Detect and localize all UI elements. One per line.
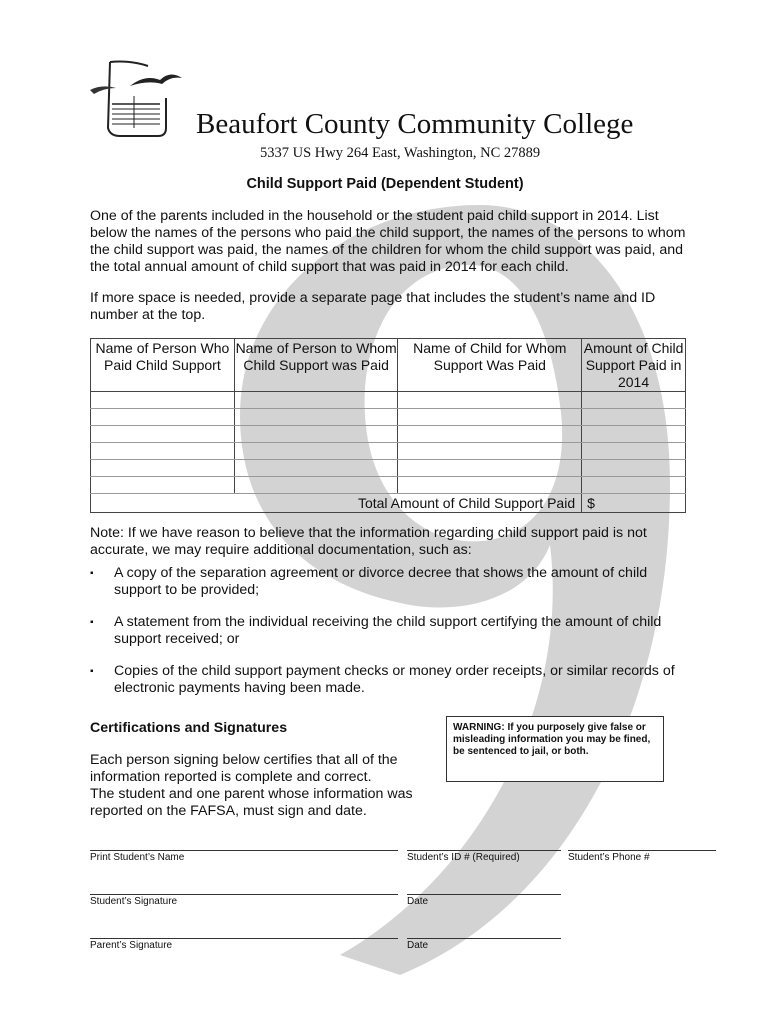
warning-box: WARNING: If you purposely give false or misleading information you may be fined, be sentenced to jail, or both. [446, 716, 664, 782]
child-cell[interactable] [398, 409, 582, 426]
amount-cell[interactable] [582, 443, 686, 460]
table-row [91, 443, 686, 460]
payer-cell[interactable] [91, 477, 235, 494]
payee-cell[interactable] [234, 392, 398, 409]
documentation-note: Note: If we have reason to believe that the information regarding child support paid is not accurate, we may require additional documentation, such as: [90, 525, 647, 558]
payer-cell[interactable] [91, 392, 235, 409]
table-row [91, 426, 686, 443]
student-id-label: Student’s ID # (Required) [407, 852, 520, 863]
list-item [90, 614, 690, 648]
intro-paragraph: One of the parents included in the household or the student paid child support in 2014. List below the names of the persons who paid the child support, the names of the persons to whom the child support was paid, the names of the children for whom the child support was paid, and the total annual amount of child support that was paid in 2014 for each child. [90, 208, 686, 275]
amount-cell[interactable] [582, 477, 686, 494]
payee-cell[interactable] [234, 477, 398, 494]
bullet-icon: ▪ [90, 568, 94, 579]
student-date-line[interactable] [407, 894, 561, 895]
bullet-icon: ▪ [90, 666, 94, 677]
payer-cell[interactable] [91, 426, 235, 443]
requirement-text: A copy of the separation agreement or divorce decree that shows the amount of child support to be provided; [114, 565, 648, 598]
amount-cell[interactable] [582, 392, 686, 409]
amount-cell[interactable] [582, 409, 686, 426]
list-item [90, 565, 690, 599]
college-address: 5337 US Hwy 264 East, Washington, NC 27889 [260, 145, 541, 161]
student-id-line[interactable] [407, 850, 561, 851]
child-cell[interactable] [398, 443, 582, 460]
table-row [91, 460, 686, 477]
student-name-line[interactable] [90, 850, 398, 851]
table-header-row [91, 339, 686, 392]
college-logo [90, 58, 190, 138]
total-row [91, 494, 686, 513]
form-title: Child Support Paid (Dependent Student) [246, 176, 524, 192]
child-cell[interactable] [398, 426, 582, 443]
payer-cell[interactable] [91, 409, 235, 426]
requirement-text: A statement from the individual receiving the child support certifying the amount of child support received; or [114, 614, 662, 647]
parent-signature-line[interactable] [90, 938, 398, 939]
student-signature-line[interactable] [90, 894, 398, 895]
child-cell[interactable] [398, 392, 582, 409]
header-payer: Name of Person Who Paid Child Support [91, 339, 235, 392]
table-row [91, 477, 686, 494]
bullet-icon: ▪ [90, 617, 94, 628]
child-cell[interactable] [398, 477, 582, 494]
student-date-label: Date [407, 896, 429, 907]
requirement-text: Copies of the child support payment checks or money order receipts, or similar records of electronic payments having been made. [114, 663, 675, 696]
table-row [91, 392, 686, 409]
parent-date-label: Date [407, 940, 429, 951]
total-label: Total Amount of Child Support Paid [91, 494, 582, 513]
certification-line: The student and one parent whose information was reported on the FAFSA, must sign and date. [90, 786, 413, 819]
payee-cell[interactable] [234, 460, 398, 477]
college-name: Beaufort County Community College [196, 108, 634, 140]
payee-cell[interactable] [234, 426, 398, 443]
header-child: Name of Child for Whom Support Was Paid [398, 339, 582, 392]
certification-line: Each person signing below certifies that all of the information reported is complete and correct. [90, 752, 398, 785]
payee-cell[interactable] [234, 443, 398, 460]
space-note-paragraph: If more space is needed, provide a separate page that includes the student’s name and ID number at the top. [90, 290, 656, 323]
payer-cell[interactable] [91, 443, 235, 460]
table-row [91, 409, 686, 426]
list-item [90, 663, 690, 697]
student-phone-label: Student’s Phone # [568, 852, 650, 863]
certifications-heading: Certifications and Signatures [90, 720, 288, 736]
certifications-text [90, 752, 420, 820]
student-signature-label: Student’s Signature [90, 896, 178, 907]
amount-cell[interactable] [582, 426, 686, 443]
total-amount-field[interactable]: $ [582, 494, 686, 513]
student-phone-line[interactable] [568, 850, 716, 851]
student-name-label: Print Student’s Name [90, 852, 185, 863]
header-payee: Name of Person to Whom Child Support was Paid [234, 339, 398, 392]
child-cell[interactable] [398, 460, 582, 477]
parent-signature-label: Parent’s Signature [90, 940, 173, 951]
requirements-list [90, 565, 690, 712]
parent-date-line[interactable] [407, 938, 561, 939]
payer-cell[interactable] [91, 460, 235, 477]
child-support-table [90, 338, 686, 513]
payee-cell[interactable] [234, 409, 398, 426]
amount-cell[interactable] [582, 460, 686, 477]
header-amount: Amount of Child Support Paid in 2014 [582, 339, 686, 392]
